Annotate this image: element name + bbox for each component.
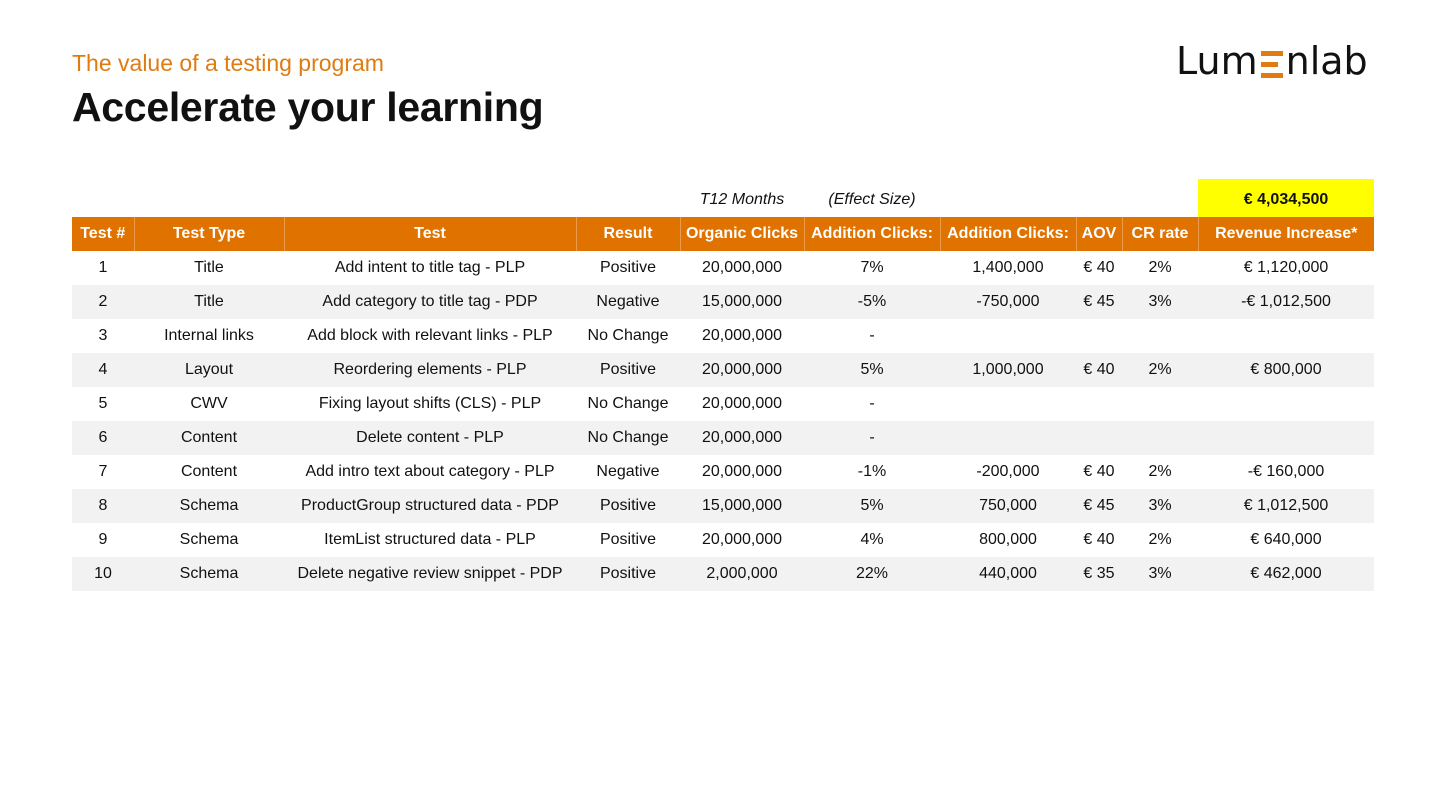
cell-organic-clicks: 20,000,000 — [701, 395, 783, 412]
cell-revenue-increase: -€ 1,012,500 — [1198, 285, 1374, 319]
cell-addition-clicks — [940, 387, 1076, 421]
cell-test-type: Title — [134, 285, 284, 319]
cell-revenue-increase: € 462,000 — [1198, 557, 1374, 591]
col-header-test-number: Test # — [72, 217, 134, 251]
cell-revenue-increase: -€ 160,000 — [1247, 463, 1325, 480]
cell-effect-size: - — [804, 421, 940, 455]
cell-test-type: Layout — [134, 353, 284, 387]
cell-addition-clicks: -200,000 — [976, 463, 1040, 480]
cell-effect-size: - — [869, 395, 875, 412]
cell-test: ProductGroup structured data - PDP — [284, 489, 576, 523]
cell-result: Positive — [599, 259, 657, 276]
cell-test-number: 2 — [72, 285, 134, 319]
cell-test: Reordering elements - PLP — [284, 353, 576, 387]
col-header-revenue-increase: Revenue Increase* — [1198, 217, 1374, 251]
cell-addition-clicks: 1,400,000 — [972, 259, 1044, 276]
cell-revenue-increase — [1198, 421, 1374, 455]
cell-cr-rate: 2% — [1148, 463, 1172, 480]
cell-effect-size: 22% — [804, 557, 940, 591]
cell-cr-rate: 3% — [1122, 557, 1198, 591]
col-header-aov: AOV — [1076, 217, 1122, 251]
col-header-addition-clicks: Addition Clicks: — [940, 217, 1076, 251]
cell-organic-clicks: 15,000,000 — [680, 489, 804, 523]
cell-addition-clicks: 1,000,000 — [940, 353, 1076, 387]
cell-cr-rate: 3% — [1122, 489, 1198, 523]
cell-result: Positive — [576, 557, 680, 591]
cell-test-type: Internal links — [164, 327, 254, 344]
cell-test: Add category to title tag - PDP — [284, 285, 576, 319]
cell-result: Positive — [599, 531, 657, 548]
cell-test: Delete negative review snippet - PDP — [284, 557, 576, 591]
cell-cr-rate: 3% — [1122, 285, 1198, 319]
table-header-row — [72, 217, 1374, 251]
cell-test-number: 1 — [98, 259, 108, 276]
cell-cr-rate — [1122, 387, 1198, 421]
cell-test-number: 10 — [72, 557, 134, 591]
cell-effect-size: 7% — [860, 259, 884, 276]
cell-revenue-increase: € 1,120,000 — [1243, 259, 1329, 276]
cell-test-number: 8 — [72, 489, 134, 523]
cell-revenue-increase: € 1,012,500 — [1198, 489, 1374, 523]
cell-result: No Change — [576, 421, 680, 455]
cell-test-number: 9 — [98, 531, 108, 548]
effect-size-label: (Effect Size) — [828, 191, 916, 208]
cell-effect-size: -5% — [804, 285, 940, 319]
cell-organic-clicks: 15,000,000 — [680, 285, 804, 319]
table-row — [72, 455, 1374, 489]
cell-revenue-increase: € 640,000 — [1250, 531, 1322, 548]
cell-revenue-increase — [1198, 387, 1374, 421]
slide-title: Accelerate your learning — [72, 84, 544, 130]
cell-addition-clicks: 750,000 — [940, 489, 1076, 523]
cell-test-type: Content — [134, 421, 284, 455]
cell-organic-clicks: 2,000,000 — [680, 557, 804, 591]
col-header-test-type: Test Type — [134, 217, 284, 251]
brand-logo — [1176, 38, 1394, 84]
test-results-table — [72, 179, 1374, 591]
cell-result: No Change — [587, 395, 669, 412]
cell-test: Add intent to title tag - PLP — [334, 259, 526, 276]
col-header-result: Result — [576, 217, 680, 251]
cell-test-type: Schema — [134, 557, 284, 591]
cell-aov: € 35 — [1076, 557, 1122, 591]
cell-revenue-increase — [1198, 319, 1374, 353]
cell-addition-clicks: 440,000 — [940, 557, 1076, 591]
cell-organic-clicks: 20,000,000 — [701, 531, 783, 548]
table-row — [72, 557, 1374, 591]
cell-result: Positive — [576, 489, 680, 523]
cell-organic-clicks: 20,000,000 — [701, 463, 783, 480]
cell-result: Negative — [596, 463, 660, 480]
table-row — [72, 387, 1374, 421]
cell-test-number: 7 — [98, 463, 108, 480]
cell-cr-rate: 2% — [1148, 531, 1172, 548]
cell-addition-clicks: -750,000 — [940, 285, 1076, 319]
cell-test: ItemList structured data - PLP — [324, 531, 536, 548]
cell-aov: € 40 — [1076, 353, 1122, 387]
cell-effect-size: 5% — [804, 353, 940, 387]
cell-test-type: CWV — [190, 395, 228, 412]
cell-test-number: 3 — [98, 327, 108, 344]
cell-test-type: Schema — [134, 489, 284, 523]
cell-addition-clicks — [940, 319, 1076, 353]
slide-subtitle: The value of a testing program — [72, 50, 384, 76]
cell-addition-clicks — [940, 421, 1076, 455]
cell-addition-clicks: 800,000 — [979, 531, 1037, 548]
cell-cr-rate: 2% — [1148, 259, 1172, 276]
total-revenue-cell: € 4,034,500 — [1198, 179, 1374, 217]
cell-cr-rate — [1122, 319, 1198, 353]
cell-aov: € 45 — [1076, 285, 1122, 319]
logo-text-start: Lum — [1176, 39, 1258, 83]
cell-organic-clicks: 20,000,000 — [680, 353, 804, 387]
cell-test-number: 4 — [72, 353, 134, 387]
cell-test-type: Title — [194, 259, 224, 276]
col-header-cr-rate: CR rate — [1122, 217, 1198, 251]
table-row — [72, 489, 1374, 523]
cell-test: Fixing layout shifts (CLS) - PLP — [318, 395, 542, 412]
cell-test: Delete content - PLP — [284, 421, 576, 455]
cell-test-number: 5 — [98, 395, 108, 412]
cell-organic-clicks: 20,000,000 — [680, 421, 804, 455]
table-row — [72, 353, 1374, 387]
table-meta-row — [72, 179, 1374, 217]
cell-effect-size: - — [869, 327, 875, 344]
table-row — [72, 285, 1374, 319]
col-header-effect-size: Addition Clicks: — [804, 217, 940, 251]
cell-cr-rate — [1122, 421, 1198, 455]
col-header-test: Test — [284, 217, 576, 251]
cell-effect-size: 5% — [804, 489, 940, 523]
cell-aov: € 40 — [1083, 259, 1115, 276]
cell-result: Negative — [576, 285, 680, 319]
cell-cr-rate: 2% — [1122, 353, 1198, 387]
cell-test-type: Schema — [179, 531, 239, 548]
logo-e-mark-icon — [1261, 51, 1283, 78]
cell-result: Positive — [576, 353, 680, 387]
cell-aov — [1076, 319, 1122, 353]
table-row — [72, 421, 1374, 455]
cell-result: No Change — [587, 327, 669, 344]
cell-aov: € 40 — [1083, 531, 1115, 548]
cell-aov — [1076, 387, 1122, 421]
table-row — [72, 523, 1374, 557]
cell-effect-size: 4% — [860, 531, 884, 548]
cell-revenue-increase: € 800,000 — [1198, 353, 1374, 387]
cell-test: Add block with relevant links - PLP — [307, 327, 553, 344]
cell-aov: € 40 — [1083, 463, 1115, 480]
cell-test: Add intro text about category - PLP — [305, 463, 555, 480]
table-row — [72, 251, 1374, 285]
cell-effect-size: -1% — [857, 463, 887, 480]
cell-test-type: Content — [180, 463, 238, 480]
cell-organic-clicks: 20,000,000 — [701, 327, 783, 344]
cell-organic-clicks: 20,000,000 — [701, 259, 783, 276]
period-label: T12 Months — [699, 191, 785, 208]
table-row — [72, 319, 1374, 353]
cell-aov: € 45 — [1076, 489, 1122, 523]
col-header-organic-clicks: Organic Clicks — [680, 217, 804, 251]
cell-aov — [1076, 421, 1122, 455]
logo-text-end: nlab — [1285, 39, 1368, 83]
cell-test-number: 6 — [72, 421, 134, 455]
